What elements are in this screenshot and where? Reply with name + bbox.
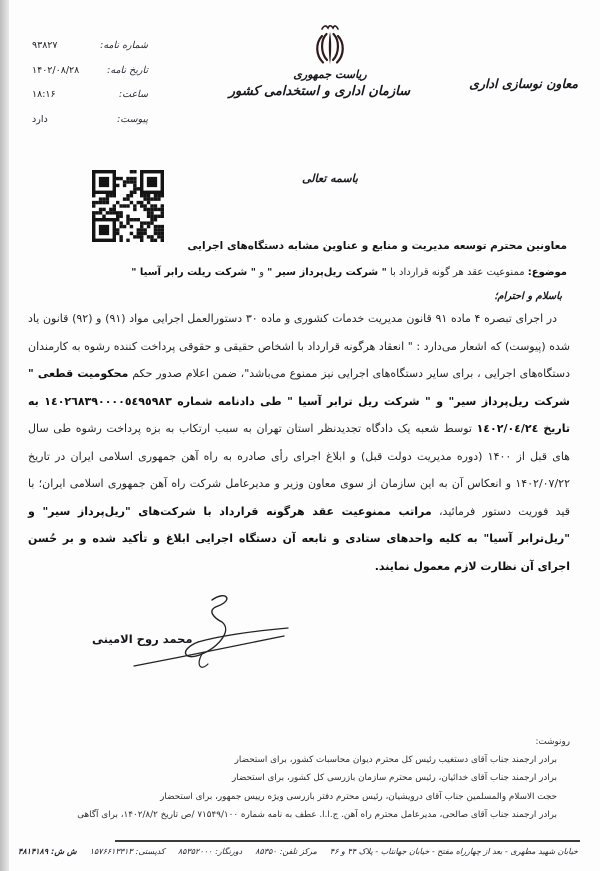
organization-title: سازمان اداری و استخدامی کشور	[228, 84, 410, 99]
footer-fax-label: دورنگار:	[215, 847, 243, 856]
footer-postal-code	[90, 847, 165, 856]
meta-label: ساعت:	[118, 89, 148, 100]
footer-postal-value: ۱۵۷۶۶۱۳۳۱۳	[89, 847, 133, 856]
subject-label: موضوع:	[527, 267, 567, 278]
footer-divider	[115, 840, 580, 842]
footer-phone-label: مرکز تلفن:	[279, 847, 317, 856]
meta-label: شماره نامه:	[100, 40, 148, 51]
letter-time: ۱۸:۱۶	[32, 89, 56, 100]
footer-tracking-value: ۴۸۱۴۱۸۹	[18, 847, 49, 856]
subject-company-2: " شرکت ریلت رابر آسیا "	[131, 267, 256, 278]
meta-row-number	[32, 40, 148, 65]
footer-postal-label: کدپستی:	[135, 847, 165, 856]
letter-attachment: دارد	[32, 113, 48, 125]
presidency-title: ریاست جمهوری	[293, 68, 367, 81]
letterhead-center	[228, 22, 410, 99]
footer-fax	[178, 847, 242, 856]
iran-emblem-icon	[250, 22, 410, 66]
footer-address: خیابان شهید مطهری - بعد از چهارراه مفتح - خیابان جهانتاب - پلاک ۴۴ و ۴۶	[329, 847, 578, 856]
subject-line	[30, 267, 567, 278]
cc-item: حجت الاسلام والمسلمین جناب آقای درویشیان، رئیس محترم دفتر بازرسی ویژه رییس جمهور، برای استحضار	[160, 791, 557, 802]
cc-item: برادر ارجمند جناب آقای صالحی، مدیرعامل محترم راه آهن. ج.ا.ا. عطف به نامه شماره ۷۱۵۴۹/۱۰۰ /ص تاریخ ۱۴۰۲/۸/۲، برای آگاهی	[77, 809, 557, 820]
meta-row-attachment	[32, 114, 148, 139]
footer-contact-line	[18, 847, 578, 856]
cc-item: برادر ارجمند جناب آقای خدائیان، رئیس محترم سازمان بازرسی کل کشور، برای استحضار	[231, 773, 557, 784]
meta-label: پیوست:	[117, 113, 148, 125]
signer-name: محمد روح الامینی	[92, 632, 193, 646]
meta-row-date	[32, 65, 148, 90]
letter-body	[28, 305, 570, 580]
meta-row-time	[32, 89, 148, 114]
addressee-line: معاونین محترم توسعه مدیریت و منابع و عناوین مشابه دستگاه‌های اجرایی	[187, 240, 567, 252]
qr-code	[92, 170, 164, 242]
footer-tracking-label: ش ش:	[51, 847, 77, 856]
signature-block	[78, 588, 318, 693]
meta-label: تاریخ نامه:	[107, 64, 148, 76]
cc-block	[28, 733, 570, 824]
subject-company-1: " شرکت ریل‌پرداز سیر "	[267, 267, 387, 278]
footer-phone-value: ۸۵۳۵۰	[255, 847, 277, 856]
scan-edge	[0, 0, 9, 871]
cc-item: برادر ارجمند جناب آقای دستغیب رئیس کل محترم دیوان محاسبات کشور، برای استحضار	[234, 755, 557, 766]
subject-conjunction: و	[259, 267, 264, 278]
body-segment-4-bold: مراتب ممنوعیت عقد هرگونه قرارداد با شرکت‌های "ریل‌پرداز سیر" و "ریل‌ترابر آسیا" به کلیه واحدهای ستادی و تابعه آن دستگاه اجرایی ابلاغ و تأکید شده و بر حُسن اجرای آن نظارت لازم معمول نمایند.	[28, 504, 570, 573]
body-segment-3: توسط شعبه یک دادگاه تجدیدنظر استان تهران به سبب ارتکاب به بزه پرداخت رشوه طی سال های قبل از ۱۴۰۰ (دوره مدیریت دولت قبل) و ابلاغ اجرای رأی صادره به راه آهن جمهوری اسلامی ایران در تاریخ ۱۴۰۲/۰۷/۲۲ و انعکاس آن به این سازمان از سوی معاون وزیر و مدیرعامل شرکت راه آهن جمهوری اسلامی ایران؛ با قید فوریت دستور فرمائید،	[28, 422, 570, 518]
cc-label: رونوشت:	[535, 737, 570, 747]
body-segment-2-bold: محکومیت قطعی " شرکت ریل‌پرداز سیر" و " شرکت ریل ترابر آسیا " طی دادنامه شماره ١٤٠٢٦٨٣٩٠٠٠٠٥٤٩٥٩٨٣ به تاریخ ١٤٠٢/٠٤/٢٤	[28, 367, 570, 435]
besmele-text: باسمه تعالی	[302, 172, 358, 185]
footer-tracking-number	[18, 847, 77, 856]
salutation: باسلام و احترام؛	[494, 291, 562, 302]
deputy-title: معاون نوسازی اداری	[469, 76, 578, 91]
letter-date: ۱۴۰۲/۰۸/۲۸	[32, 64, 80, 76]
letter-number: ۹۳۸۲۷	[32, 40, 58, 51]
footer-phone	[255, 847, 317, 856]
subject-text: ممنوعیت عقد هر گونه قرارداد با	[390, 267, 525, 278]
body-segment-1: در اجرای تبصره ۴ ماده ۹۱ قانون مدیریت خدمات کشوری و ماده ۳۰ دستورالعمل اجرایی مواد (۹۱) و (۹۲) قانون یاد شده (پیوست) که اشعار می‌دارد : " انعقاد هرگونه قرارداد با اشخاص حقیقی و حقوقی پرداخت کننده رشوه به کارمندان دستگاه‌های اجرایی ، برای سایر دستگاه‌های اجرایی نیز ممنوع می‌باشد"، ضمن اعلام صدور حکم	[28, 312, 570, 380]
letter-meta-fields	[32, 40, 148, 138]
footer-fax-value: ۸۵۳۵۲۰۰۰	[177, 847, 213, 856]
